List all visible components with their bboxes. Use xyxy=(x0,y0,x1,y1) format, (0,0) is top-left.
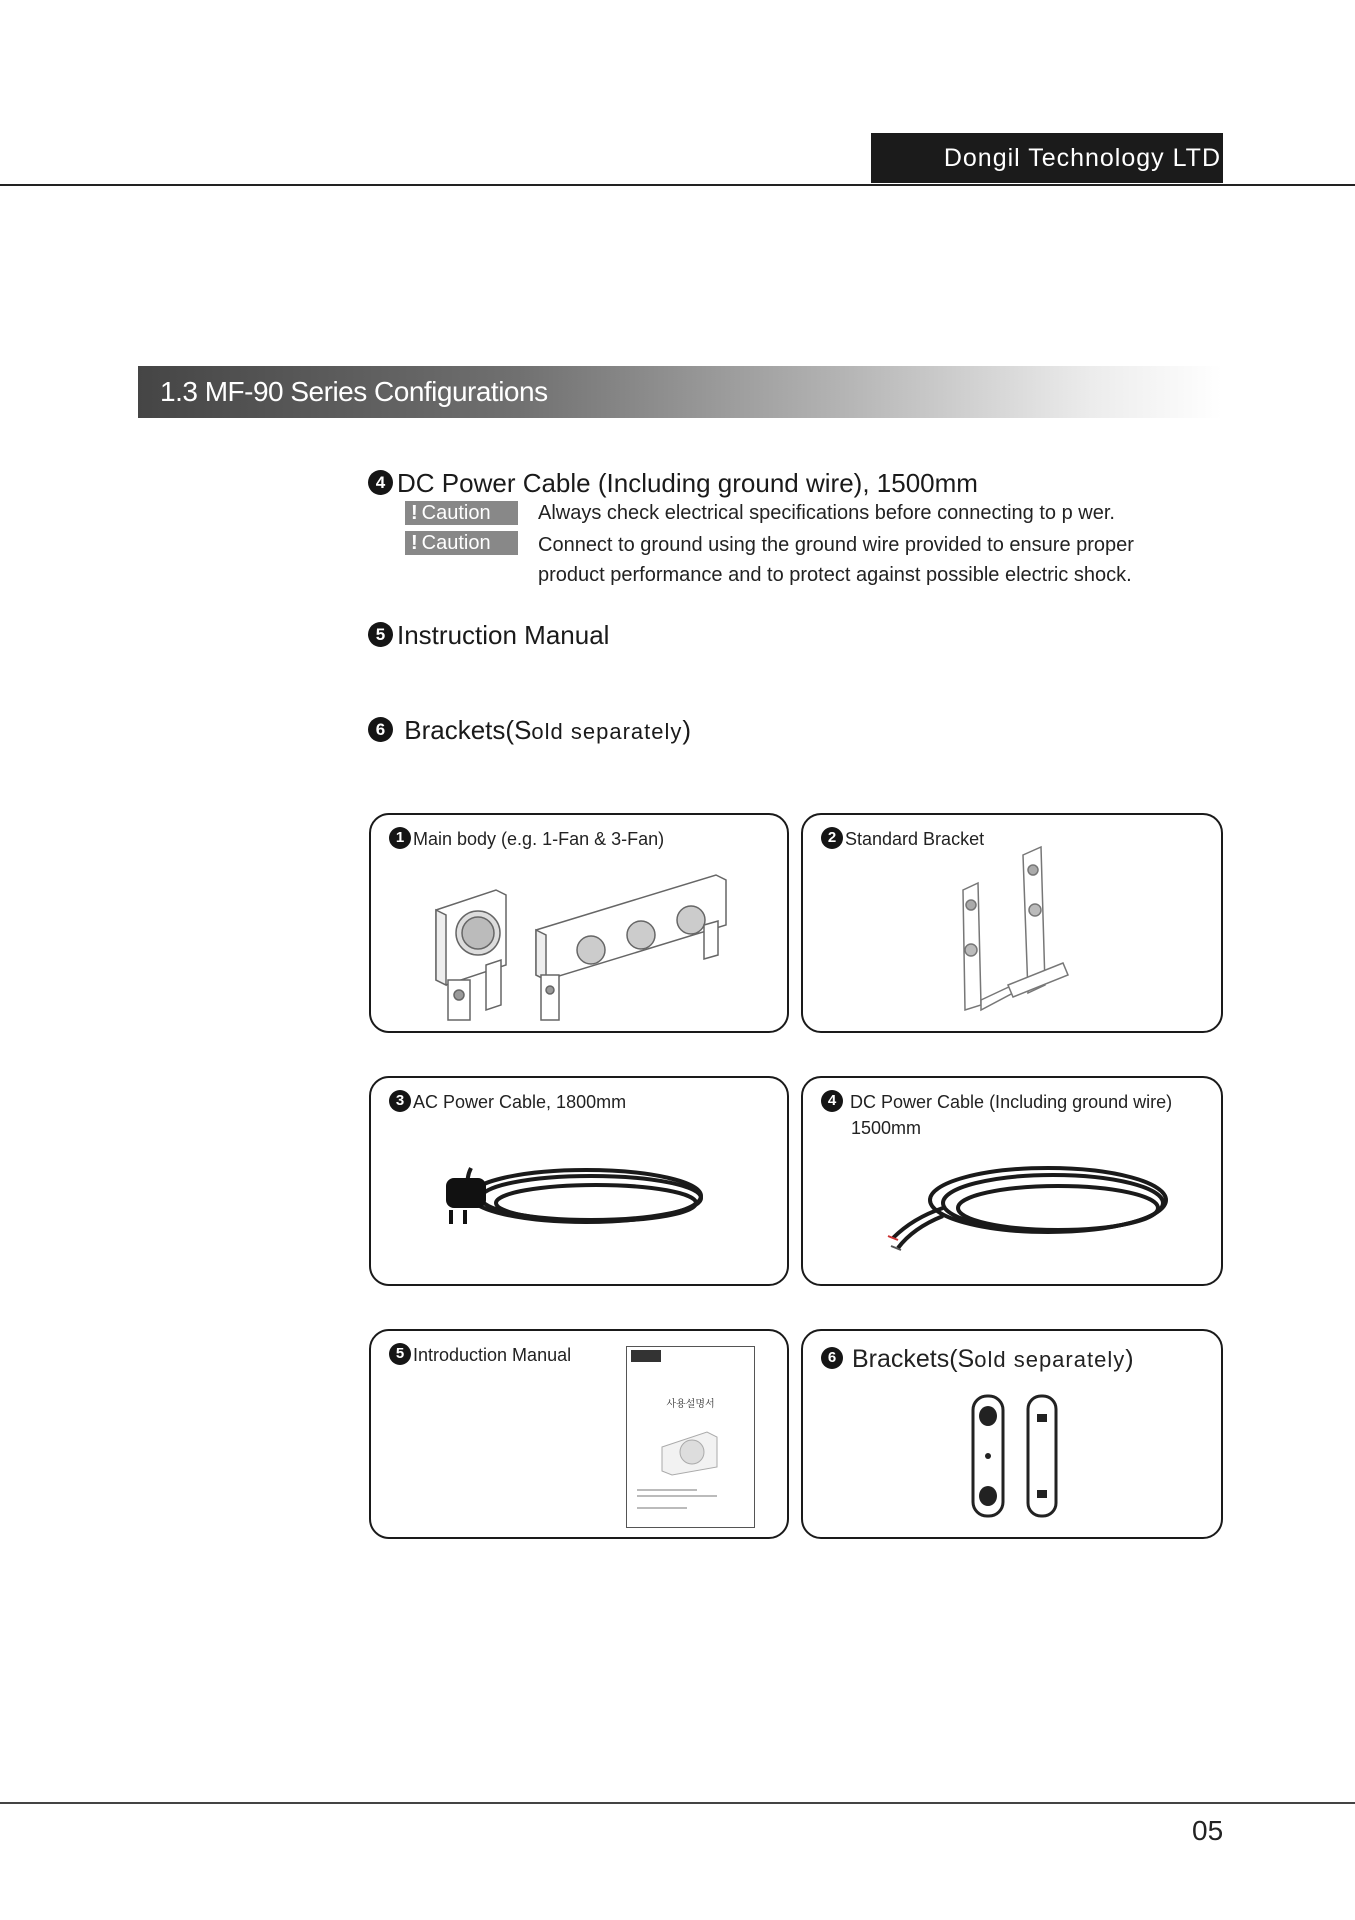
caution-text-2-line2: product performance and to protect against possible electric shock. xyxy=(538,564,1132,586)
panel-ac-power-cable xyxy=(369,1076,789,1286)
ac-cable-illustration xyxy=(441,1148,721,1258)
panel-brackets-s-letter: S xyxy=(957,1345,975,1373)
panel-introduction-manual xyxy=(369,1329,789,1539)
page-number: 05 xyxy=(1192,1815,1224,1846)
standard-bracket-illustration xyxy=(953,835,1073,1030)
panel-dc-power-cable-text: DC Power Cable (Including ground wire) xyxy=(850,1092,1173,1112)
panel-brackets-note: old separately xyxy=(974,1347,1126,1372)
section-title: 1.3 MF-90 Series Configurations xyxy=(160,376,548,407)
panel-introduction-manual-text: Introduction Manual xyxy=(413,1345,572,1365)
manual-cover-title: 사용설명서 xyxy=(666,1399,715,1410)
caution-label-2: Caution xyxy=(421,532,491,554)
brackets-note: old separately xyxy=(531,719,683,744)
main-body-illustration xyxy=(426,855,746,1025)
manual-logo xyxy=(631,1350,661,1362)
panel-dc-power-cable-label xyxy=(821,1092,1172,1114)
number-6-badge: 6 xyxy=(368,717,393,742)
footer-rule xyxy=(0,1802,1355,1804)
panel-brackets-label xyxy=(821,1345,1134,1374)
number-3-badge: 3 xyxy=(389,1090,411,1112)
brackets-illustration xyxy=(963,1386,1073,1526)
dc-cable-title: DC Power Cable (Including ground wire), 1500mm xyxy=(397,468,978,498)
panel-ac-power-cable-text: AC Power Cable, 1800mm xyxy=(413,1092,627,1112)
number-2-badge: 2 xyxy=(821,827,843,849)
number-1-badge: 1 xyxy=(389,827,411,849)
dc-cable-illustration xyxy=(883,1148,1183,1268)
brackets-heading xyxy=(368,715,691,746)
header-rule xyxy=(0,184,1355,186)
panel-main-body-text: Main body (e.g. 1-Fan & 3-Fan) xyxy=(413,829,665,849)
dc-cable-heading xyxy=(368,468,978,499)
caution-badge-1 xyxy=(405,501,518,525)
panel-brackets xyxy=(801,1329,1223,1539)
panel-brackets-paren-open: ( xyxy=(949,1345,958,1373)
brackets-paren-open: ( xyxy=(505,715,515,745)
caution-text-2-line1: Connect to ground using the ground wire provided to ensure proper xyxy=(538,534,1134,556)
number-4-badge: 4 xyxy=(368,470,393,495)
brackets-paren-close: ) xyxy=(682,715,692,745)
company-name-tab xyxy=(871,133,1223,183)
exclamation-icon: ! xyxy=(411,502,418,524)
panel-brackets-title: Brackets xyxy=(851,1345,950,1373)
manual-title: Instruction Manual xyxy=(397,620,610,650)
exclamation-icon: ! xyxy=(411,532,418,554)
company-name: Dongil Technology LTD xyxy=(943,144,1221,172)
panel-standard-bracket-text: Standard Bracket xyxy=(845,829,985,849)
number-5-panel-badge: 5 xyxy=(389,1343,411,1365)
number-5-badge: 5 xyxy=(368,622,393,647)
panel-standard-bracket xyxy=(801,813,1223,1033)
manual-product-image xyxy=(657,1427,727,1477)
caution-label-1: Caution xyxy=(421,502,491,524)
panel-dc-power-cable xyxy=(801,1076,1223,1286)
panel-brackets-paren-close: ) xyxy=(1125,1345,1134,1373)
panel-main-body xyxy=(369,813,789,1033)
panel-dc-power-cable-length: 1500mm xyxy=(851,1118,922,1138)
brackets-s-letter: S xyxy=(514,715,532,745)
manual-cover-illustration xyxy=(626,1346,755,1528)
caution-badge-2 xyxy=(405,531,518,555)
caution-text-1: Always check electrical specifications before connecting to p wer. xyxy=(538,502,1115,524)
number-4-panel-badge: 4 xyxy=(821,1090,843,1112)
panel-introduction-manual-label xyxy=(389,1345,571,1367)
panel-ac-power-cable-label xyxy=(389,1092,626,1114)
manual-heading xyxy=(368,620,609,651)
brackets-title: Brackets xyxy=(404,715,506,745)
number-6-panel-badge: 6 xyxy=(821,1347,843,1369)
panel-main-body-label xyxy=(389,829,664,851)
